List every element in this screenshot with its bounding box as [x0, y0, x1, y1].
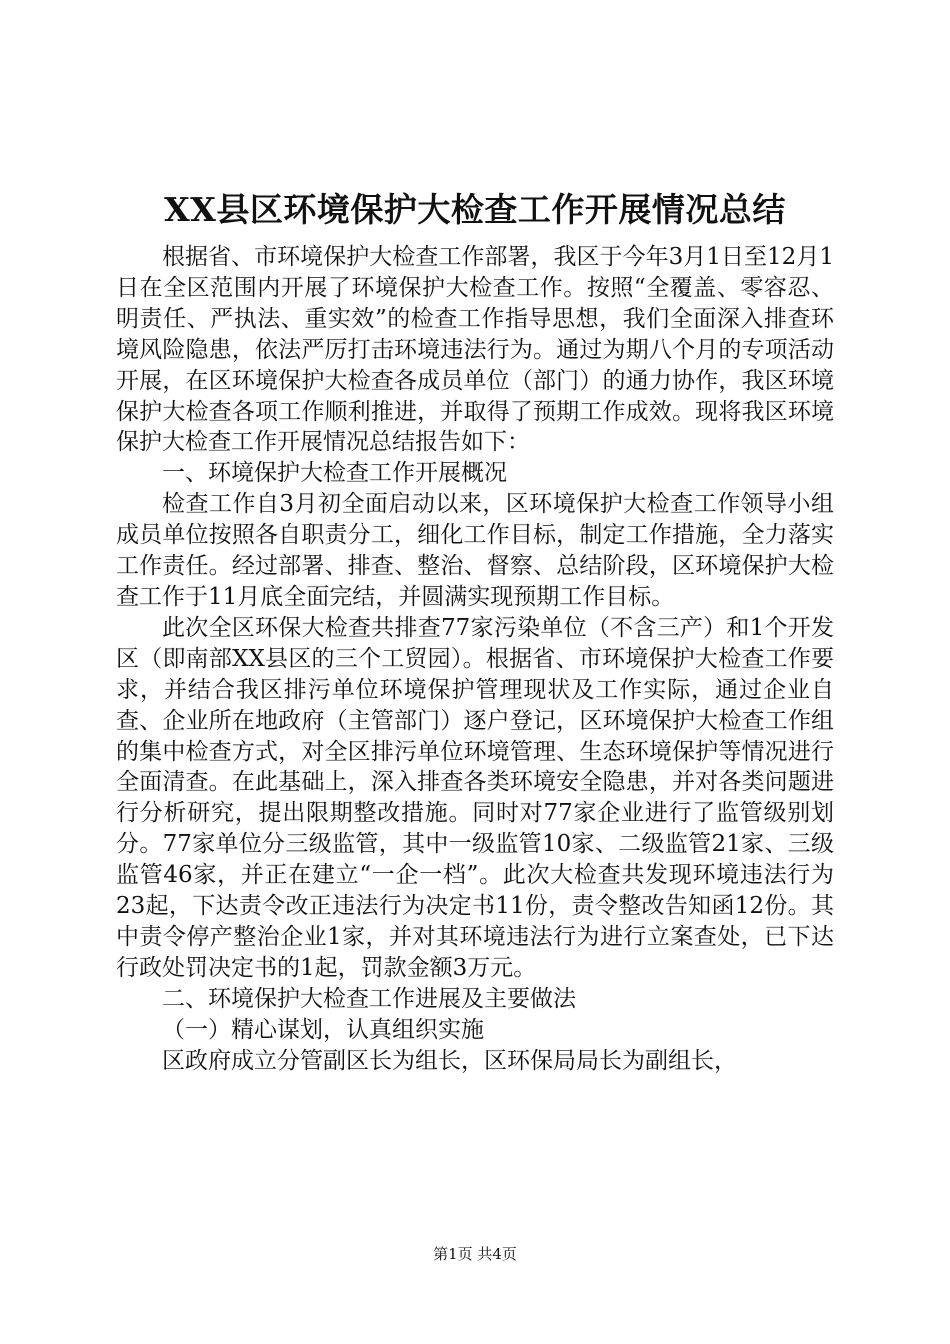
- page-number-footer: 第1页 共4页: [433, 1245, 517, 1263]
- document-title: XX县区环境保护大检查工作开展情况总结: [164, 190, 786, 229]
- paragraph-overview: 检查工作自3月初全面启动以来，区环境保护大检查工作领导小组成员单位按照各自职责分工，细化工作目标，制定工作措施，全力落实工作责任。经过部署、排查、整治、督察、总结阶段，区环境保护大检查工作于11月底全面完结，并圆满实现预期工作目标。: [116, 491, 834, 610]
- subsection-heading-1: （一）精心谋划，认真组织实施: [162, 1016, 484, 1043]
- paragraph-organization: 区政府成立分管副区长为组长，区环保局局长为副组长，: [162, 1047, 737, 1074]
- paragraph-inspection-details: 此次全区环保大检查共排查77家污染单位（不含三产）和1个开发区（即南部XX县区的三个工贸园）。根据省、市环境保护大检查工作要求，并结合我区排污单位环境保护管理现状及工作实际，通过企业自查、企业所在地政府（主管部门）逐户登记，区环境保护大检查工作组的集中检查方式，对全区排污单位环境管理、生态环境保护等情况进行全面清查。在此基础上，深入排查各类环境安全隐患，并对各类问题进行分析研究，提出限期整改措施。同时对77家企业进行了监管级别划分。77家单位分三级监管，其中一级监管10家、二级监管21家、三级监管46家，并正在建立“一企一档”。此次大检查共发现环境违法行为23起，下达责令改正违法行为决定书11份，责令整改告知函12份。其中责令停产整治企业1家，并对其环境违法行为进行立案查处，已下达行政处罚决定书的1起，罚款金额3万元。: [116, 614, 834, 981]
- document-body: [116, 242, 834, 1076]
- paragraph-intro: 根据省、市环境保护大检查工作部署，我区于今年3月1日至12月1日在全区范围内开展了环境保护大检查工作。按照“全覆盖、零容忍、明责任、严执法、重实效”的检查工作指导思想，我们全面深入排查环境风险隐患，依法严厉打击环境违法行为。通过为期八个月的专项活动开展，在区环境保护大检查各成员单位（部门）的通力协作，我区环境保护大检查各项工作顺利推进，并取得了预期工作成效。现将我区环境保护大检查工作开展情况总结报告如下：: [116, 244, 834, 456]
- section-heading-2: 二、环境保护大检查工作进展及主要做法: [162, 985, 576, 1012]
- section-heading-1: 一、环境保护大检查工作开展概况: [162, 460, 507, 487]
